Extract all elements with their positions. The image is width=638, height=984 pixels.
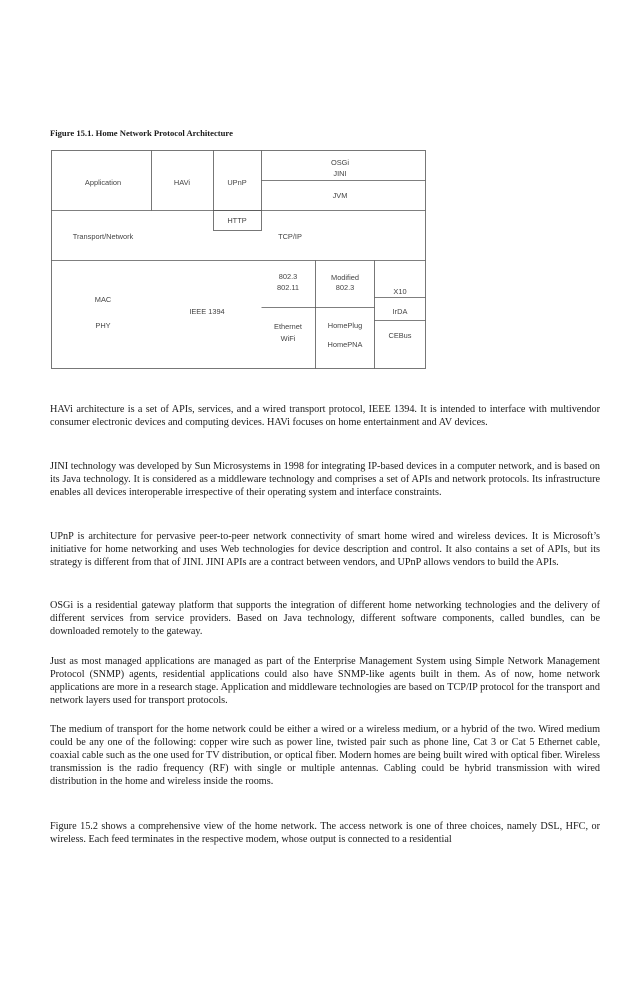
label-osgi: OSGi — [330, 158, 350, 167]
label-jvm: JVM — [332, 191, 348, 200]
label-application: Application — [84, 178, 122, 187]
label-phy: PHY — [95, 321, 111, 330]
label-http: HTTP — [227, 216, 247, 225]
label-ethernet: Ethernet — [274, 322, 302, 331]
label-cebus: CEBus — [388, 331, 412, 340]
label-jini: JINI — [333, 169, 347, 178]
figure-caption: Figure 15.1. Home Network Protocol Architecture — [50, 128, 233, 138]
label-mac: MAC — [94, 295, 112, 304]
paragraph-jini: JINI technology was developed by Sun Microsystems in 1998 for integrating IP-based devices in a computer network, and is based on its Java technology. It is considered as a middleware technology and comprises a set of APIs and network protocols. Its infrastructure enables all devices interoperable irrespective of their operating system and interface constraints. — [50, 461, 600, 498]
paragraph-osgi: OSGi is a residential gateway platform that supports the integration of different home networking technologies and the delivery of different services from service providers. Based on Java technology, different software components, called bundles, can be downloaded remotely to the gateway. — [50, 600, 600, 637]
label-upnp: UPnP — [227, 178, 247, 187]
label-irda: IrDA — [392, 307, 408, 316]
paragraph-transport-medium: The medium of transport for the home network could be either a wired or a wireless medium, or a hybrid of the two. Wired medium could be any one of the following: copper wire such as power line, twisted pair such as phone line, Cat 3 or Cat 5 Ethernet cable, coaxial cable such as the one used for TV distribution, or optical fiber. Modern homes are being built wired with optical fiber. Wireless transmission is the radio frequency (RF) with single or multiple antennas. Cabling could be hybrid transmission with wired distribution in the home and wireless inside the rooms. — [50, 724, 600, 787]
label-modified-8023: 802.3 — [335, 283, 355, 292]
label-tcpip: TCP/IP — [278, 232, 302, 241]
paragraph-havi: HAVi architecture is a set of APIs, services, and a wired transport protocol, IEEE 1394. It is intended to interface with multivendor consumer electronic devices and computing devices. HAVi focuses on home entertainment and AV devices. — [50, 404, 600, 428]
label-havi: HAVi — [173, 178, 191, 187]
paragraph-figure-15-2: Figure 15.2 shows a comprehensive view of the home network. The access network is one of three choices, namely DSL, HFC, or wireless. Each feed terminates in the respective modem, whose output is connected to a residential — [50, 821, 600, 845]
label-homepna: HomePNA — [327, 340, 363, 349]
label-80211: 802.11 — [276, 283, 300, 292]
label-transport-network: Transport/Network — [72, 232, 134, 241]
label-modified: Modified — [331, 273, 359, 282]
protocol-architecture-diagram — [51, 150, 426, 369]
paragraph-upnp: UPnP is architecture for pervasive peer-to-peer network connectivity of smart home wired and wireless devices. It is Microsoft’s initiative for home networking and uses Web technologies for device description and control. It also contains a set of APIs, but its strategy is different from that of JINI. JINI APIs are a contract between vendors, and UPnP allows vendors to build the APIs. — [50, 531, 600, 568]
label-ieee1394: IEEE 1394 — [189, 307, 225, 316]
paragraph-snmp: Just as most managed applications are managed as part of the Enterprise Management System using Simple Network Management Protocol (SNMP) agents, residential applications could also have SNMP-like agents built in them. As of now, home network applications are more in a research stage. Application and middleware technologies are based on TCP/IP protocol for the transport and network layers used for transport protocols. — [50, 656, 600, 706]
label-8023: 802.3 — [278, 272, 298, 281]
label-wifi: WiFi — [280, 334, 296, 343]
label-homeplug: HomePlug — [327, 321, 363, 330]
label-x10: X10 — [393, 287, 407, 296]
